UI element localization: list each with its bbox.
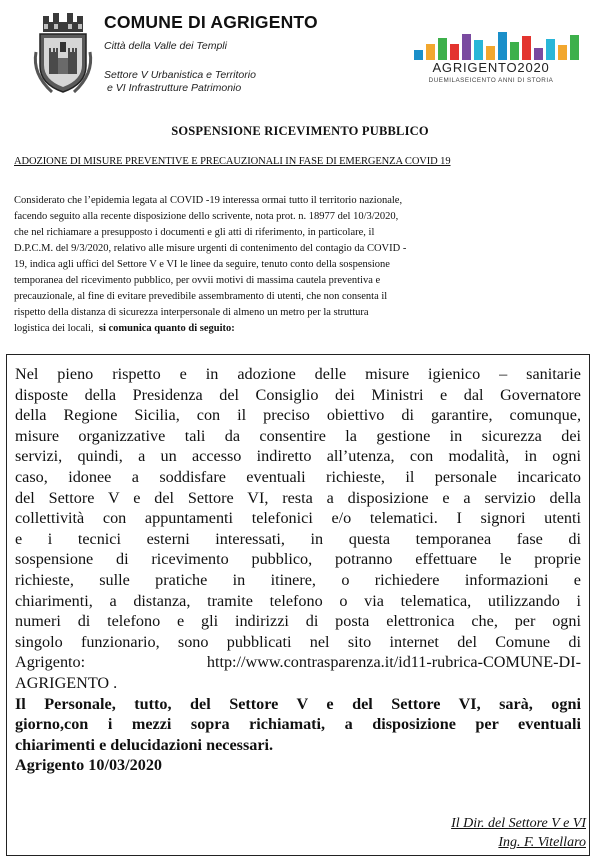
notice-box xyxy=(6,354,590,856)
notice-line: numeri di telefono e gli indirizzi di posta elettronica che, per ogni xyxy=(15,612,581,631)
intro-line: D.P.C.M. del 9/3/2020, relativo alle misure urgenti di contenimento del contagio da COVID - xyxy=(14,243,407,254)
notice-line: chiarimenti, a distanza, tramite telefono o via telematica, utilizzando i xyxy=(15,591,581,610)
logo-tagline: DUEMILASEICENTO ANNI DI STORIA xyxy=(428,77,554,84)
intro-line: rispetto della distanza di sicurezza interpersonale di almeno un metro per la struttura xyxy=(14,307,369,318)
agrigento-2020-logo xyxy=(398,30,582,90)
notice-line: servizi, quindi, a un accesso indiretto all’utenza, con modalità, in ogni xyxy=(15,447,581,466)
org-title: COMUNE DI AGRIGENTO xyxy=(104,12,318,32)
intro-line: 19, indica agli uffici del Settore V e VI le linee da seguire, tenuto conto della sospensione xyxy=(14,259,390,270)
department-line-1: Settore V Urbanistica e Territorio xyxy=(104,69,256,81)
notice-line: disposte della Presidenza del Consiglio dei Ministri e dal Governatore xyxy=(15,385,581,404)
intro-line: che nel richiamare a presupposto i documenti e gli atti di riferimento, in particolare, il xyxy=(14,227,375,238)
notice-line: sospensione di ricevimento pubblico, potranno effettuare le proprie xyxy=(15,550,581,569)
intro-line: temporanea del ricevimento pubblico, per ovvii motivi di massima cautela preventiva e xyxy=(14,275,381,286)
signature-role: Il Dir. del Settore V e VI xyxy=(451,816,586,831)
department-line-2: e VI Infrastrutture Patrimonio xyxy=(107,82,242,94)
notice-line: collettività con appuntamenti telefonici e/o telematici. I signori utenti xyxy=(15,509,581,528)
notice-line: richieste, sulle pratiche in itinere, o richiedere informazioni e xyxy=(15,570,581,589)
notice-line: e i tecnici esterni interessati, in questa temporanea fase di xyxy=(15,529,581,548)
intro-line: logistica dei locali, xyxy=(14,323,99,334)
intro-line: precauzionale, al fine di evitare prevedibile assembramento di utenti, che non consenta il xyxy=(14,291,388,302)
department-name xyxy=(104,69,304,95)
notice-date: Agrigento 10/03/2020 xyxy=(15,756,163,775)
logo-wordmark: AGRIGENTO2020 xyxy=(432,60,550,75)
intro-line: facendo seguito alla recente disposizione dello scrivente, nota prot. n. 18977 del 10/3/2020, xyxy=(14,211,399,222)
bars-logo-icon xyxy=(414,30,582,60)
signature-block xyxy=(451,814,586,852)
intro-bold-tail: si comunica quanto di seguito: xyxy=(98,323,235,334)
notice-bold-line: Il Personale, tutto, del Settore V e del Settore VI, sarà, ogni xyxy=(15,694,581,713)
document-title: SOSPENSIONE RICEVIMENTO PUBBLICO xyxy=(171,124,429,138)
notice-line: Nel pieno rispetto e in adozione delle misure igienico – sanitarie xyxy=(15,365,581,383)
signature-name: Ing. F. Vitellaro xyxy=(498,835,586,850)
notice-line: misure organizzative tali da consentire la gestione in sicurezza dei xyxy=(15,426,581,445)
notice-line: caso, idonee a soddisfare eventuali richieste, il personale incaricato xyxy=(15,467,581,486)
notice-line: Agrigento: http://www.contrasparenza.it/id11-rubrica-COMUNE-DI- xyxy=(15,653,581,672)
intro-last-line xyxy=(14,321,586,337)
notice-bold-line: giorno,con i mezzi sopra richiamati, a disposizione per eventuali xyxy=(15,715,581,734)
org-subtitle: Città della Valle dei Templi xyxy=(104,40,227,52)
coat-of-arms-icon xyxy=(30,12,96,96)
notice-line: del Settore V e del Settore VI, resta a disposizione e a servizio della xyxy=(15,488,581,507)
intro-line: Considerato che l’epidemia legata al COVID -19 interessa ormai tutto il territorio nazionale, xyxy=(14,195,403,206)
notice-bold-line: chiarimenti e delucidazioni necessari. xyxy=(15,735,274,754)
letterhead xyxy=(0,0,600,110)
notice-line: AGRIGENTO . xyxy=(15,673,118,692)
notice-body xyxy=(15,364,581,776)
notice-line: della Regione Sicilia, con il preciso obiettivo di garantire, comunque, xyxy=(15,406,581,425)
intro-paragraph xyxy=(14,193,586,337)
document-subtitle: ADOZIONE DI MISURE PREVENTIVE E PRECAUZIONALI IN FASE DI EMERGENZA COVID 19 xyxy=(14,156,451,167)
notice-line: singolo funzionario, sono pubblicati nel sito internet del Comune di xyxy=(15,632,581,651)
